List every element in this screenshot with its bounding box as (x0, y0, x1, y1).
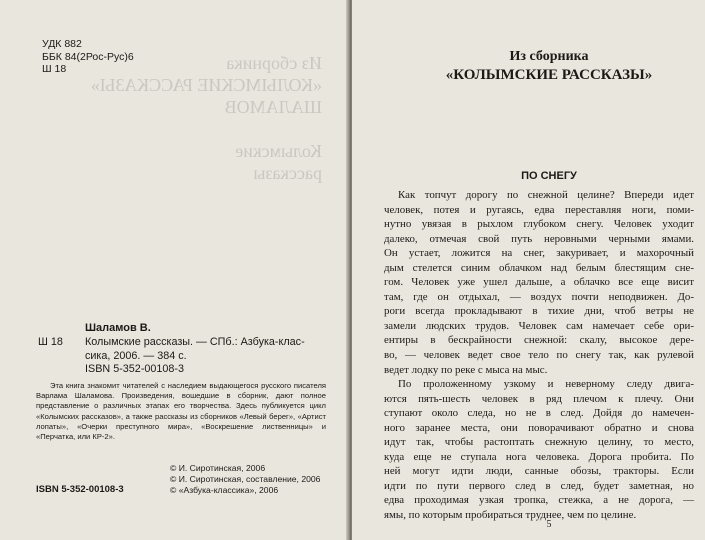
text-line: там, где он отдыхал, — воздух почти неподвижен. До- (384, 290, 694, 303)
page-number: 5 (546, 519, 552, 530)
right-page (352, 0, 705, 540)
text-line: Как топчут дорогу по снежной целине? Впереди идет (398, 189, 694, 201)
bbk-code: ББК 84(2Рос-Рус)6 (42, 50, 134, 63)
desc-line: Колымские рассказы. — СПб.: Азбука-клас- (85, 336, 305, 348)
copyright-block (170, 463, 320, 496)
text-line: ентиры в бескрайности снежной: скалу, высокое дере- (384, 334, 694, 347)
collection-heading (404, 48, 694, 85)
text-line: дым стелется синим облачком над белым блестящим сне- (384, 261, 694, 274)
text-line: замели людских трудов. Человек сам намечает себе ори- (384, 319, 694, 332)
desc-line: сика, 2006. — 384 с. (85, 349, 187, 362)
copyright-line: © И. Сиротинская, составление, 2006 (170, 474, 321, 484)
story-body (384, 188, 694, 523)
classification-codes (42, 38, 134, 76)
book-description (38, 336, 328, 377)
text-line: По проложенному узкому и неверному следу двига- (398, 378, 694, 391)
text-line: едва проходимая узкая тропка, стежка, а не дорога, — (384, 494, 694, 507)
text-line: ведет лодку по реке с мыса на мыс. (384, 363, 548, 376)
collection-title: «КОЛЫМСКИЕ РАССКАЗЫ» (445, 67, 653, 83)
text-line: ступают около следа, но не в след. Дойдя до намечен- (384, 407, 694, 420)
call-mark: Ш 18 (38, 336, 63, 348)
story-title: ПО СНЕГУ (521, 170, 577, 182)
text-line: идут так, чтобы растоптать снежную целину, то место, (384, 436, 694, 449)
annotation-text: Эта книга знакомит читателей с наследием выдающегося русского писателя Варлама Шаламова. Произведения, вошедшие в сборник, дают полное представление о различных этапах его творчества. Здесь публикуется цикл «Колымских рассказов», а также рассказы из сборников «Левый берег», «Артист лопаты», «Очерки преступного мира», «Воскрешение лиственницы» и «Перчатка, или КР-2». (36, 381, 326, 442)
text-line: Он устает, ложится на снег, закуривает, и махорочный (384, 247, 694, 260)
desc-isbn: ISBN 5-352-00108-3 (85, 363, 185, 375)
show-through-bleed: Из сборника «КОЛЫМСКИЕ РАССКАЗЫ» ШАЛАМОВ Колымские рассказы (90, 53, 322, 183)
author-name: Шаламов В. (85, 322, 151, 334)
text-line: ней могут идти люди, санные обозы, тракторы. Если (384, 465, 694, 478)
supertitle: Из сборника (509, 49, 589, 64)
text-line: во, — человек ведет свое тело по снегу так, как рулевой (384, 349, 694, 362)
text-line: идти по пути первого след в след, будет заметная, но (384, 479, 694, 492)
author-mark: Ш 18 (42, 63, 67, 75)
text-line: роги всегда прокладывают в тихие дни, чтоб ветры не (384, 305, 694, 318)
text-line: гом. Человек уже ушел дальше, а облачко все еще висит (384, 276, 694, 289)
text-line: ямы, по которым пробираться труднее, чем по целине. (384, 509, 637, 522)
text-line: куда еще не ступала нога человека. Дорога пробита. По (384, 450, 694, 463)
copyright-line: © И. Сиротинская, 2006 (170, 463, 266, 473)
left-page (0, 0, 348, 540)
text-line: человек, потея и ругаясь, едва переставляя ноги, поми- (384, 203, 694, 216)
copyright-line: © «Азбука-классика», 2006 (170, 485, 279, 495)
udk-code: УДК 882 (42, 38, 82, 50)
text-line: далеко, отмечая свой путь неровными черными ямами. (384, 232, 694, 245)
isbn-bottom: ISBN 5-352-00108-3 (36, 484, 124, 495)
text-line: ного заранее места, они поворачивают обратно и снова (384, 421, 694, 434)
text-line: нутно увязая в рыхлом глубоком снегу. Человек уходит (384, 218, 694, 231)
annotation (36, 381, 326, 442)
text-line: ются пять-шесть человек в ряд плечом к плечу. Они (384, 392, 694, 405)
